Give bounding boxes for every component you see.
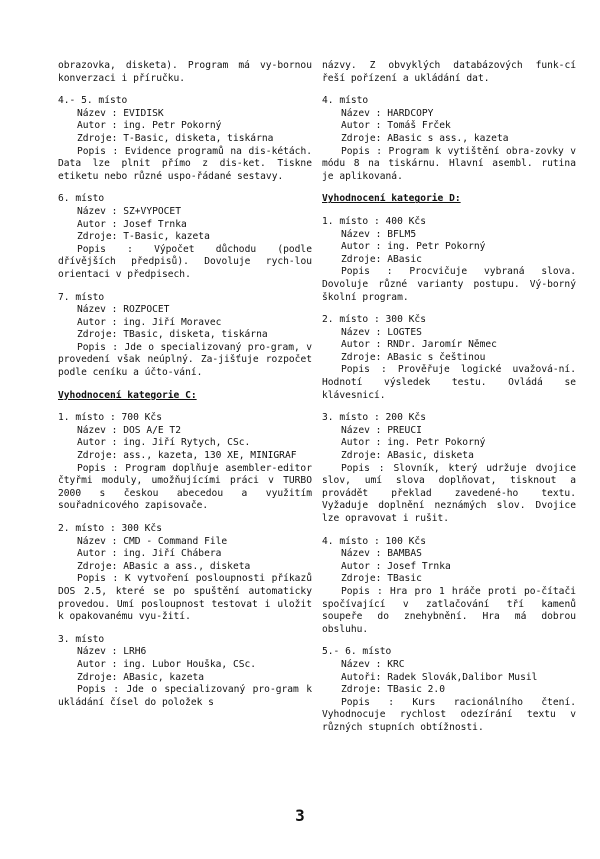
entry-author-row — [322, 672, 576, 685]
description-label: Popis : — [77, 684, 120, 696]
entry-author-row — [322, 561, 576, 574]
author-label: Autor : — [341, 339, 382, 351]
source-label: Zdroje: — [77, 231, 118, 243]
right-entries-top — [322, 95, 576, 183]
description-label: Popis : — [341, 364, 387, 376]
name-label: Název : — [77, 424, 118, 436]
entry-description — [58, 684, 312, 709]
author-label: Autor : — [77, 218, 118, 230]
author-name: ing. Jiří Moravec — [123, 316, 222, 328]
author-label: Autor : — [77, 120, 118, 132]
award-entry — [58, 523, 312, 624]
entry-place: 1. místo : 700 Kčs — [58, 412, 162, 424]
entry-name-row — [58, 646, 312, 659]
entry-description — [322, 146, 576, 184]
description-text: Jde o specializovaný pro-gram k ukládání čísel do položek s — [58, 684, 313, 708]
entry-place: 4. místo : 100 Kčs — [322, 535, 426, 547]
entry-name-row — [322, 229, 576, 242]
author-name: ing. Petr Pokorný — [123, 120, 222, 132]
name-label: Název : — [341, 548, 382, 560]
entry-name-row — [58, 425, 312, 438]
entry-place: 4.- 5. místo — [58, 95, 128, 107]
source-label: Zdroje: — [77, 132, 118, 144]
right-entries-d — [322, 216, 576, 735]
source-label: Zdroje: — [341, 684, 382, 696]
entry-author-row — [58, 120, 312, 133]
entry-description — [322, 463, 576, 526]
award-entry — [58, 193, 312, 281]
entry-author-row — [322, 437, 576, 450]
source-value: ABasic — [387, 253, 422, 265]
entry-source-row — [322, 450, 576, 463]
description-label: Popis : — [341, 462, 385, 474]
entry-description — [58, 342, 312, 380]
source-label: Zdroje: — [341, 450, 382, 462]
left-column — [58, 60, 312, 719]
name-label: Název : — [77, 646, 118, 658]
description-text: Procvičuje vybraná slova. Dovoluje různé varianty postupu. Vý-borný školní program. — [322, 266, 576, 303]
entry-source-row — [58, 231, 312, 244]
award-entry — [322, 412, 576, 525]
name-label: Název : — [77, 535, 118, 547]
entry-description — [322, 586, 576, 636]
author-label: Autor : — [77, 658, 118, 670]
description-label: Popis : — [77, 243, 133, 255]
name-label: Název : — [77, 107, 118, 119]
entry-author-row — [322, 241, 576, 254]
award-entry — [322, 646, 576, 734]
source-label: Zdroje: — [77, 671, 118, 683]
page-number: 3 — [295, 806, 305, 825]
author-label: Autor : — [77, 316, 118, 328]
program-name: SZ+VYPOCET — [123, 205, 181, 217]
entry-description — [322, 697, 576, 735]
entry-place: 4. místo — [322, 95, 369, 107]
award-entry — [322, 314, 576, 402]
description-text: Program doplňuje asembler-editor čtyřmi moduly, umožňujícími práci v TURBO 2000 s českou abecedou a využitím souřadnicového zapisovače. — [58, 462, 312, 512]
entry-place: 3. místo : 200 Kčs — [322, 412, 426, 424]
description-label: Popis : — [77, 462, 119, 474]
entry-place: 3. místo — [58, 633, 105, 645]
entry-author-row — [322, 339, 576, 352]
right-column — [322, 60, 576, 745]
left-entries-c — [58, 412, 312, 709]
description-text: Program k vytištění obra-zovky v módu 8 na tiskárnu. Hlavní asembl. rutina je aplikovaná. — [322, 145, 576, 182]
description-label: Popis : — [341, 585, 383, 597]
author-label: Autor : — [341, 560, 382, 572]
author-label: Autor : — [77, 548, 118, 560]
source-label: Zdroje: — [341, 132, 382, 144]
entry-place: 5.- 6. místo — [322, 646, 392, 658]
source-value: ABasic, disketa — [387, 450, 474, 462]
entry-description — [322, 364, 576, 402]
entry-author-row — [58, 659, 312, 672]
entry-source-row — [322, 684, 576, 697]
author-label: Autoři: — [341, 671, 382, 683]
entry-place: 7. místo — [58, 291, 105, 303]
section-heading-c: Vyhodnocení kategorie C: — [58, 389, 197, 401]
award-entry — [322, 216, 576, 304]
award-entry — [322, 95, 576, 183]
author-label: Autor : — [341, 437, 382, 449]
program-name: LOGTES — [387, 326, 422, 338]
entry-place: 2. místo : 300 Kčs — [322, 314, 426, 326]
program-name: DOS A/E T2 — [123, 424, 181, 436]
source-value: ABasic, kazeta — [123, 671, 205, 683]
right-intro: názvy. Z obvyklých databázových funk-cí řeší pořízení a ukládání dat. — [322, 60, 576, 84]
section-heading-d: Vyhodnocení kategorie D: — [322, 193, 461, 205]
entry-source-row — [58, 561, 312, 574]
award-entry — [58, 95, 312, 183]
entry-source-row — [58, 450, 312, 463]
entry-source-row — [58, 133, 312, 146]
award-entry — [58, 412, 312, 513]
source-value: ABasic s ass., kazeta — [387, 132, 509, 144]
author-name: ing. Jiří Chábera — [123, 548, 222, 560]
source-value: ass., kazeta, 130 XE, MINIGRAF — [123, 450, 297, 462]
name-label: Název : — [341, 228, 382, 240]
left-entries-top — [58, 95, 312, 379]
source-label: Zdroje: — [341, 253, 382, 265]
entry-source-row — [58, 329, 312, 342]
source-label: Zdroje: — [77, 560, 118, 572]
description-label: Popis : — [341, 696, 394, 708]
program-name: LRH6 — [123, 646, 147, 658]
description-text: K vytvoření posloupnosti příkazů DOS 2.5, které se po spuštění automaticky provedou. Umí posloupnost testovat i uložit k opakovanému vyu-žití. — [58, 573, 313, 623]
entry-name-row — [322, 659, 576, 672]
entry-author-row — [58, 219, 312, 232]
author-name: Tomáš Frček — [387, 120, 451, 132]
entry-author-row — [58, 548, 312, 561]
description-label: Popis : — [341, 145, 383, 157]
entry-name-row — [58, 108, 312, 121]
description-text: Výpočet důchodu (podle dřívějších předpisů). Dovoluje rych-lou orientaci v předpisech. — [58, 243, 312, 280]
entry-author-row — [322, 120, 576, 133]
program-name: CMD - Command File — [123, 535, 228, 547]
award-entry — [58, 292, 312, 380]
author-label: Autor : — [341, 120, 382, 132]
author-name: ing. Lubor Houška, CSc. — [123, 658, 257, 670]
entry-description — [58, 463, 312, 513]
entry-source-row — [58, 672, 312, 685]
description-text: Prověřuje logické uvažová-ní. Hodnotí výsledek testu. Ovládá se klávesnicí. — [322, 364, 576, 401]
award-entry — [322, 536, 576, 637]
entry-name-row — [322, 327, 576, 340]
author-name: Radek Slovák,Dalibor Musil — [387, 671, 538, 683]
description-label: Popis : — [77, 341, 119, 353]
name-label: Název : — [77, 304, 118, 316]
entry-source-row — [322, 133, 576, 146]
entry-name-row — [58, 536, 312, 549]
entry-source-row — [322, 352, 576, 365]
source-label: Zdroje: — [341, 573, 382, 585]
description-text: Slovník, který udržuje dvojice slov, umí slova doplňovat, tisknout a provádět překlad zavedené-ho textu. Vyžaduje doplnění neznámých slov. Dvojice lze opravovat i rušit. — [322, 462, 577, 524]
source-value: ABasic a ass., disketa — [123, 560, 251, 572]
author-label: Autor : — [341, 241, 382, 253]
entry-description — [58, 146, 312, 184]
source-label: Zdroje: — [341, 351, 382, 363]
entry-source-row — [322, 254, 576, 267]
entry-place: 1. místo : 400 Kčs — [322, 215, 426, 227]
author-name: ing. Petr Pokorný — [387, 437, 486, 449]
description-label: Popis : — [341, 266, 393, 278]
source-label: Zdroje: — [77, 329, 118, 341]
author-name: Josef Trnka — [123, 218, 187, 230]
description-label: Popis : — [77, 145, 119, 157]
author-name: Josef Trnka — [387, 560, 451, 572]
author-name: ing. Petr Pokorný — [387, 241, 486, 253]
source-value: TBasic, disketa, tiskárna — [123, 329, 268, 341]
name-label: Název : — [341, 424, 382, 436]
name-label: Název : — [77, 205, 118, 217]
author-name: ing. Jiří Rytych, CSc. — [123, 437, 251, 449]
program-name: KRC — [387, 658, 405, 670]
description-text: Evidence programů na dis-kétách. Data lze plnit přímo z dis-ket. Tiskne etiketu nebo různé uspo-řádané sestavy. — [58, 145, 313, 182]
source-label: Zdroje: — [77, 450, 118, 462]
source-value: T-Basic, kazeta — [123, 231, 210, 243]
program-name: HARDCOPY — [387, 107, 434, 119]
entry-description — [58, 244, 312, 282]
entry-name-row — [322, 108, 576, 121]
entry-name-row — [58, 206, 312, 219]
source-value: T-Basic, disketa, tiskárna — [123, 132, 274, 144]
entry-name-row — [322, 425, 576, 438]
entry-description — [322, 266, 576, 304]
source-value: TBasic — [387, 573, 422, 585]
author-name: RNDr. Jaromír Němec — [387, 339, 497, 351]
author-label: Autor : — [77, 437, 118, 449]
description-text: Hra pro 1 hráče proti po-čítači spočívající v zatlačování tří kamenů soupeře do znehybnění. Hra má dobrou obsluhu. — [322, 585, 576, 635]
source-value: TBasic 2.0 — [387, 684, 445, 696]
entry-name-row — [58, 304, 312, 317]
description-text: Jde o specializovaný pro-gram, v provedení však neúplný. Za-jišťuje rozpočet podle ceníku a účto-vání. — [58, 341, 312, 379]
entry-author-row — [58, 317, 312, 330]
program-name: BAMBAS — [387, 548, 422, 560]
name-label: Název : — [341, 326, 382, 338]
name-label: Název : — [341, 658, 382, 670]
entry-source-row — [322, 573, 576, 586]
entry-description — [58, 573, 312, 623]
program-name: EVIDISK — [123, 107, 164, 119]
left-intro: obrazovka, disketa). Program má vy-bornou konverzaci i příručku. — [58, 60, 312, 84]
program-name: BFLM5 — [387, 228, 417, 240]
source-value: ABasic s češtinou — [387, 351, 486, 363]
entry-place: 6. místo — [58, 193, 105, 205]
entry-author-row — [58, 437, 312, 450]
program-name: PREUCI — [387, 424, 422, 436]
description-text: Kurs racionálního čtení. Vyhodnocuje rychlost odezírání textu v různých stupních obtížnosti. — [322, 696, 577, 733]
program-name: ROZPOCET — [123, 304, 170, 316]
description-label: Popis : — [77, 573, 119, 585]
entry-place: 2. místo : 300 Kčs — [58, 523, 162, 534]
name-label: Název : — [341, 107, 382, 119]
award-entry — [58, 634, 312, 710]
entry-name-row — [322, 548, 576, 561]
